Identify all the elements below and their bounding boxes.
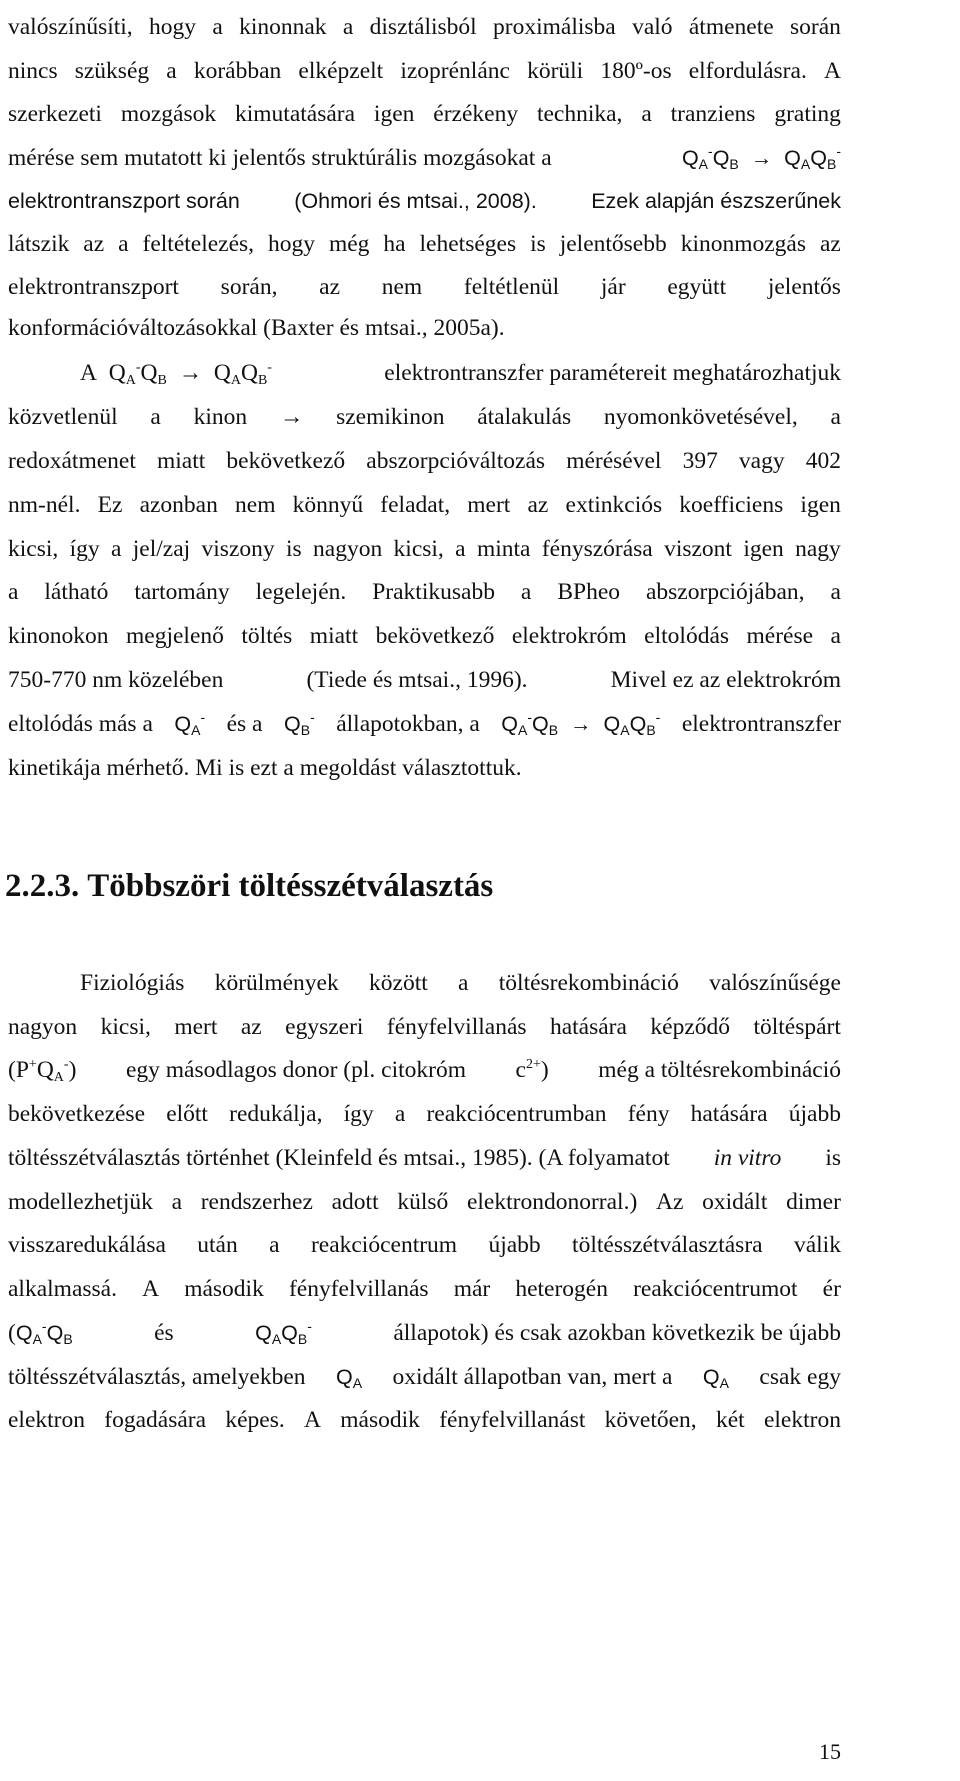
word: tartomány	[134, 579, 230, 605]
word: extinkciós	[565, 492, 663, 518]
word: BPheo	[557, 579, 621, 605]
text-line: elektrontranszport során (Ohmori és mtsai., 2008). Ezek alapján észszerűnek	[8, 189, 841, 213]
word: elektrokróm	[511, 623, 627, 649]
word: második	[340, 1407, 420, 1433]
word: ha	[383, 231, 406, 257]
word: eltolódás	[644, 623, 730, 649]
word: nagyon	[313, 536, 383, 562]
word: fényszórása	[541, 536, 653, 562]
word: tranziens	[670, 101, 756, 127]
word: kinonmozgás	[680, 231, 807, 257]
word: viszony	[201, 536, 275, 562]
word: hogy	[268, 231, 316, 257]
word: válik	[793, 1232, 841, 1258]
text-line	[8, 12, 841, 42]
word: valószínűsíti,	[8, 14, 133, 40]
word: visszaredukálása	[8, 1232, 166, 1258]
word: dimer	[786, 1189, 841, 1215]
word: körülmények	[214, 970, 339, 996]
word: átmenete	[688, 14, 774, 40]
word: →	[279, 404, 304, 430]
word: reakciócentrumot	[633, 1276, 798, 1302]
word: hogy	[149, 14, 196, 40]
word: is	[530, 231, 546, 257]
word: együtt	[667, 274, 727, 300]
word: külső	[397, 1189, 449, 1215]
word: redukálja,	[229, 1101, 323, 1127]
word: még	[328, 231, 370, 257]
text-line	[8, 621, 841, 651]
word: nem	[381, 274, 423, 300]
word: szemikinon	[336, 404, 445, 430]
word: miatt	[157, 448, 206, 474]
word: nagy	[795, 536, 841, 562]
text-line: eltolódás más a $Q_A^-$ és a $Q_B^-$ állapotokban, a $Q_A^-Q_B \to Q_AQ_B^-$ elektrontranszfer	[8, 709, 841, 738]
word: elektron	[763, 1407, 841, 1433]
word: a	[830, 404, 841, 430]
word: bekövetkező	[375, 623, 495, 649]
word: igen	[743, 536, 784, 562]
word: kinonnak	[239, 14, 327, 40]
word: elektrondonorral.)	[466, 1189, 638, 1215]
word: után	[197, 1232, 238, 1258]
word: reakciócentrum	[310, 1232, 458, 1258]
word: mozgások	[120, 101, 217, 127]
text-line	[8, 1230, 841, 1260]
word: kimutatására	[234, 101, 356, 127]
word: töltésszétválasztásra	[572, 1232, 763, 1258]
text-line	[8, 1405, 841, 1435]
text-line	[8, 272, 841, 302]
word: látható	[44, 579, 109, 605]
word: elképzelt	[298, 58, 384, 84]
word: megjelenő	[126, 623, 224, 649]
word: bekövetkező	[226, 448, 346, 474]
word: nyomonkövetésével,	[603, 404, 798, 430]
word: előtt	[166, 1101, 208, 1127]
word: a	[342, 14, 354, 40]
word: elektrontranszport	[8, 274, 179, 300]
word: alkalmassá.	[8, 1276, 117, 1302]
word: rendszerhez	[200, 1189, 313, 1215]
word: elektron	[8, 1407, 85, 1433]
word: abszorpciójában,	[645, 579, 805, 605]
word: kinonokon	[8, 623, 109, 649]
word: fény	[627, 1101, 670, 1127]
word: követően,	[604, 1407, 697, 1433]
word: az	[83, 231, 105, 257]
section-title: Többszöri töltésszétválasztás	[87, 868, 494, 904]
word: között	[369, 970, 428, 996]
word: körüli	[527, 58, 584, 84]
word: A	[304, 1407, 321, 1433]
word: proximálisba	[493, 14, 616, 40]
word: a	[269, 1232, 280, 1258]
word: feltételezés,	[142, 231, 255, 257]
word: technika,	[536, 101, 623, 127]
word: kinon	[193, 404, 248, 430]
formula: $Q_A^-Q_B \to Q_AQ_B^-$	[681, 143, 841, 172]
word: töltésrekombináció	[498, 970, 679, 996]
word: a	[641, 101, 652, 127]
word: mérése	[746, 623, 814, 649]
word: hatására	[549, 1014, 627, 1040]
word: nm-nél.	[8, 492, 81, 518]
word: igen	[373, 101, 415, 127]
word: újabb	[488, 1232, 541, 1258]
word: érzékeny	[433, 101, 519, 127]
word: 180º-os	[600, 58, 672, 84]
word: fényfelvillanás	[386, 1014, 527, 1040]
word: két	[715, 1407, 745, 1433]
text-line	[8, 577, 841, 607]
word: való	[632, 14, 673, 40]
word: A	[142, 1276, 160, 1302]
word: a	[118, 231, 129, 257]
word: azonban	[139, 492, 218, 518]
text-line	[8, 1099, 841, 1129]
word: képződő	[650, 1014, 731, 1040]
text-line	[8, 490, 841, 520]
word: az	[819, 231, 841, 257]
word: feladat,	[380, 492, 451, 518]
word: a	[458, 970, 469, 996]
word: a	[455, 536, 466, 562]
word: a	[394, 1101, 406, 1127]
text-line: kinetikája mérhető. Mi is ezt a megoldást választottuk.	[8, 755, 522, 781]
word: nincs	[8, 58, 58, 84]
text-line	[8, 446, 841, 476]
word: legelején.	[255, 579, 347, 605]
word: Praktikusabb	[372, 579, 495, 605]
page-number: 15	[819, 1739, 841, 1764]
word: jel/zaj	[132, 536, 191, 562]
word: izoprénlánc	[400, 58, 510, 84]
word: heterogén	[515, 1276, 608, 1302]
word: grating	[774, 101, 841, 127]
word: fogadására	[104, 1407, 207, 1433]
word: a	[150, 404, 161, 430]
word: lehetséges	[419, 231, 517, 257]
word: egyszeri	[285, 1014, 364, 1040]
word: jelentős	[767, 274, 841, 300]
word: az	[527, 492, 549, 518]
word: feltétlenül	[463, 274, 560, 300]
word: valószínűsége	[709, 970, 841, 996]
word: 397	[682, 448, 718, 474]
word: közvetlenül	[8, 404, 118, 430]
text-line	[8, 1012, 841, 1042]
text-line	[8, 1274, 841, 1304]
word: a	[8, 579, 19, 605]
word: jár	[600, 274, 626, 300]
word: ér	[822, 1276, 841, 1302]
word: miatt	[309, 623, 359, 649]
word: fényfelvillanás	[288, 1276, 429, 1302]
word: töltés	[241, 623, 293, 649]
word: a	[171, 1189, 183, 1215]
word: kicsi,	[393, 536, 444, 562]
text-line: 750-770 nm közelében (Tiede és mtsai., 1996). Mivel ez az elektrokróm	[8, 667, 841, 693]
word: a	[830, 623, 841, 649]
text-line: ($Q_A^-Q_B$ és $Q_AQ_B^-$ állapotok) és csak azokban következik be újabb	[8, 1318, 841, 1347]
section-heading	[5, 866, 493, 906]
word: így	[69, 536, 100, 562]
text-line: töltésszétválasztás történhet (Kleinfeld és mtsai., 1985). (A folyamatot in vitro is	[8, 1145, 841, 1171]
word: oxidált	[702, 1189, 768, 1215]
word: szerkezeti	[8, 101, 102, 127]
word: adott	[331, 1189, 379, 1215]
word: is	[285, 536, 302, 562]
word: viszont	[664, 536, 732, 562]
text-line	[8, 402, 841, 432]
word: mert	[467, 492, 511, 518]
word: 402	[805, 448, 841, 474]
word: a	[166, 58, 177, 84]
text-line: konformációváltozásokkal (Baxter és mtsai., 2005a).	[8, 315, 505, 341]
text-line: mérése sem mutatott ki jelentős struktúrális mozgásokat a $Q_A^-Q_B \to Q_AQ_B^-$	[8, 143, 841, 172]
word: az	[319, 274, 341, 300]
word: újabb	[788, 1101, 841, 1127]
word: Ez	[97, 492, 123, 518]
word: látszik	[8, 231, 70, 257]
word: mert	[174, 1014, 218, 1040]
word: igen	[800, 492, 841, 518]
text-line	[8, 1187, 841, 1217]
word: töltéspárt	[753, 1014, 841, 1040]
word: A	[823, 58, 841, 84]
word: kicsi,	[8, 536, 59, 562]
word: koefficiens	[679, 492, 784, 518]
formula: $Q_A^-Q_B \to Q_AQ_B^-$	[501, 709, 661, 738]
word: korábban	[193, 58, 282, 84]
word: elfordulásra.	[688, 58, 807, 84]
word: a	[212, 14, 223, 40]
word: modellezhetjük	[8, 1189, 153, 1215]
word: a	[830, 579, 841, 605]
word: már	[453, 1276, 491, 1302]
word: reakciócentrumban	[426, 1101, 607, 1127]
word: második	[184, 1276, 264, 1302]
word: nagyon	[8, 1014, 78, 1040]
text-line	[80, 968, 841, 998]
word: során	[790, 14, 841, 40]
word: mérésével	[566, 448, 662, 474]
word: során,	[220, 274, 278, 300]
text-line: töltésszétválasztás, amelyekben $Q_A$ oxidált állapotban van, mert a $Q_A$ csak egy	[8, 1364, 841, 1391]
word: átalakulás	[477, 404, 572, 430]
word: a	[520, 579, 532, 605]
word: nem	[235, 492, 276, 518]
word: Az	[655, 1189, 684, 1215]
word: hatására	[690, 1101, 768, 1127]
word: kicsi,	[100, 1014, 151, 1040]
text-line: A $Q_A^-Q_B \to Q_AQ_B^-$ elektrontranszfer paramétereit meghatározhatjuk	[80, 360, 841, 388]
word: az	[240, 1014, 262, 1040]
word: bekövetkezése	[8, 1101, 146, 1127]
word: fényfelvillanást	[439, 1407, 586, 1433]
word: képes.	[225, 1407, 285, 1433]
text-line	[8, 229, 841, 259]
text-line: $(P^+Q_A^-)$ egy másodlagos donor (pl. citokróm $c^{2+}$) még a töltésrekombináció	[8, 1057, 841, 1085]
word: szükség	[74, 58, 150, 84]
text-line	[8, 99, 841, 129]
word: így	[343, 1101, 374, 1127]
word: a	[110, 536, 122, 562]
word: könnyű	[292, 492, 364, 518]
text-line	[8, 56, 841, 86]
text-line	[8, 534, 841, 564]
word: redoxátmenet	[8, 448, 136, 474]
word: Fiziológiás	[80, 970, 185, 996]
word: disztálisból	[369, 14, 477, 40]
word: jelentősebb	[559, 231, 667, 257]
word: vagy	[738, 448, 785, 474]
word: minta	[476, 536, 531, 562]
section-number: 2.2.3.	[5, 868, 80, 904]
formula: A $Q_A^-Q_B \to Q_AQ_B^-$	[80, 360, 272, 388]
word: abszorpcióváltozás	[366, 448, 546, 474]
